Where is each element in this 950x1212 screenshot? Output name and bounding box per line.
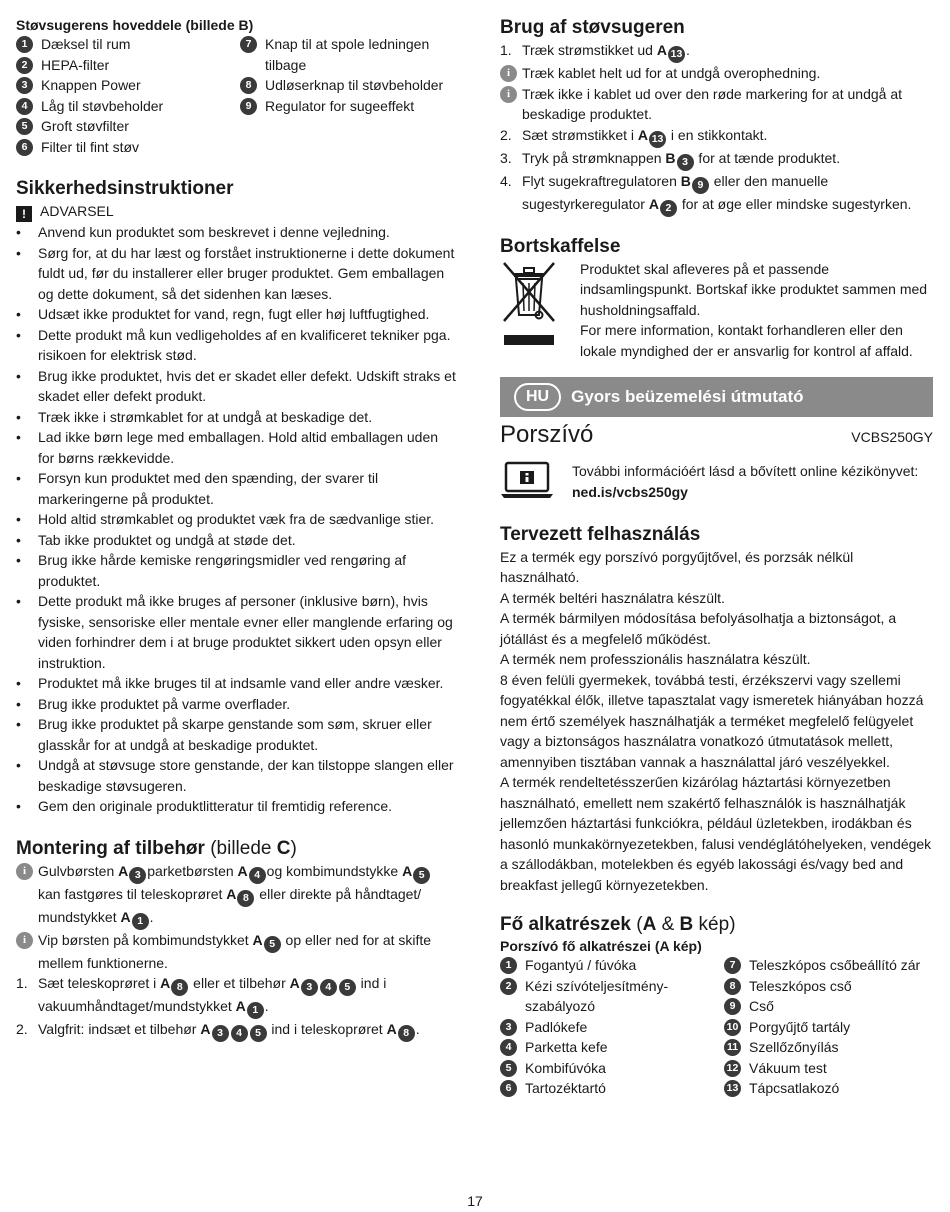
disposal-block [500, 259, 933, 362]
list-item: • Brug ikke produktet på skarpe genstande som søm, skruer eller glasskår for at undgå at beskadige produktet. [16, 716, 432, 753]
list-item: • Forsyn kun produktet med den spænding, der svarer til markeringerne på produktet. [16, 470, 379, 507]
list-item: 6 Filter til fint støv [16, 137, 240, 158]
intended-title: Tervezett felhasználás [500, 523, 701, 545]
list-item: 7 Teleszkópos csőbeállító zár [724, 955, 933, 976]
list-item: 7 Knap til at spole ledningen tilbage [240, 34, 456, 75]
left-column [16, 16, 456, 1042]
warning-label: ! ADVARSEL [16, 201, 456, 222]
assembly-info-1: i Gulvbørsten A 3 parketbørsten A 4 og kombimundstykke A 5 kan fastgøres til teleskoprøret A 8 eller direkte på håndtaget/ mundstykket A 1 . [16, 861, 456, 930]
band-title: Gyors beüzemelési útmutató [571, 386, 804, 406]
list-item: 1 Dæksel til rum [16, 34, 240, 55]
list-item: 4 Parketta kefe [500, 1037, 724, 1058]
list-item: 9 Cső [724, 996, 933, 1017]
list-item: • Brug ikke hårde kemiske rengøringsmidler ved rengøring af produktet. [16, 552, 407, 589]
list-item: 6 Tartozéktartó [500, 1078, 724, 1099]
list-item: • Dette produkt må kun vedligeholdes af en kvalificeret tekniker pga. risikoen for elektrisk stød. [16, 326, 451, 363]
info-icon: i [500, 65, 517, 82]
list-item: • Udsæt ikke produktet for vand, regn, fugt eller høj luftfugtighed. [16, 306, 430, 322]
list-item: • Produktet må ikke bruges til at indsamle vand eller andre væsker. [16, 675, 444, 691]
hu-parts-subtitle: Porszívó fő alkatrészei (A kép) [500, 938, 702, 954]
list-item: • Lad ikke børn lege med emballagen. Hold altid emballagen uden for børns rækkevidde. [16, 429, 439, 466]
disposal-text-2: For mere information, kontakt forhandleren eller den lokale myndighed der er ansvarlig for kontrol af affald. [580, 322, 913, 359]
page-number: 17 [467, 1193, 483, 1209]
parts-b-list [16, 34, 456, 157]
disposal-text: Produktet skal afleveres på et passende indsamlingspunkt. Bortskaf ikke produktet sammen med husholdningsaffald. [580, 260, 928, 318]
list-item: 2 Kézi szívóteljesítmény-szabályozó [500, 976, 724, 1017]
list-item: 5 Kombifúvóka [500, 1058, 724, 1079]
info-icon: i [500, 86, 517, 103]
usage-step-4: 4. Flyt sugekraftregulatoren B 9 eller den manuelle sugestyrkeregulator A 2 for at øge eller mindske sugestyrken. [500, 171, 933, 217]
intended-text: Ez a termék egy porszívó porgyűjtővel, és porzsák nélkül használható. A termék beltéri használatra készült. A termék bármilyen módosítása befolyásolhatja a biztonságot, a jótállást és a megfelelő működést. A termék nem professzionális használatra készült. 8 éven felüli gyermekek, továbbá testi, érzékszervi vagy szellemi fogyatékkal élők, illetve tapasztalat vagy ismeretek hiányában hozzá nem értő személyek használhatják a terméket megfelelő felügyelet vagy a biztonságos használatra vonatkozó útmutatások mellett, amennyiben tisztában vannak a használattal járó veszélyekkel. A termék rendeltetésszerűen kizárólag háztartási környezetben használható, emellett nem szakértő felhasználók is használhatják jellemzően háztartási funkciókra, például üzletekben, irodákban és hasonló munkakörnyezetekben, falusi vendéglátóhelyeken, vendégek a szállodákban, motelekben és egyéb lakossági és/vagy bed and breakfast jellegű környezetekben. [500, 548, 932, 893]
list-item: • Tab ikke produktet og undgå at støde det. [16, 531, 296, 548]
hu-parts-list [500, 955, 933, 1099]
list-item: 10 Porgyűjtő tartály [724, 1017, 933, 1038]
list-item: • Sørg for, at du har læst og forstået instruktionerne i dette dokument fuldt ud, før du installerer eller bruger produktet. Gem emballagen og dette dokument, så det sidenhen kan læses. [16, 244, 455, 302]
weee-bin-icon [500, 259, 580, 362]
list-item: 8 Udløserknap til støvbeholder [240, 75, 456, 96]
list-item: • Brug ikke produktet, hvis det er skadet eller defekt. Udskift straks et skadet eller defekt produkt. [16, 367, 456, 404]
list-item: 8 Teleszkópos cső [724, 976, 933, 997]
list-item: 3 Padlókefe [500, 1017, 724, 1038]
list-item: • Brug ikke produktet på varme overflader. [16, 695, 291, 712]
usage-title: Brug af støvsugeren [500, 17, 685, 38]
list-item: • Anvend kun produktet som beskrevet i denne vejledning. [16, 224, 390, 240]
list-item: 11 Szellőzőnyílás [724, 1037, 933, 1058]
usage-info-1: i Træk kablet helt ud for at undgå overophedning. [500, 63, 933, 84]
laptop-info-icon [500, 461, 572, 505]
info-icon: i [16, 863, 33, 880]
safety-list [16, 222, 456, 817]
manual-link[interactable]: ned.is/vcbs250gy [572, 483, 688, 500]
disposal-title: Bortskaffelse [500, 235, 621, 257]
list-item: 5 Groft støvfilter [16, 116, 240, 137]
parts-b-title: Støvsugerens hoveddele (billede B) [16, 17, 254, 33]
product-title: Porszívó [500, 421, 594, 448]
list-item: 3 Knappen Power [16, 75, 240, 96]
list-item: 12 Vákuum test [724, 1058, 933, 1079]
list-item: • Træk ikke i strømkablet for at undgå at beskadige det. [16, 408, 373, 425]
model-number: VCBS250GY [851, 429, 933, 445]
assembly-step-2: 2. Valgfrit: indsæt et tilbehør A 3 4 5 ind i teleskoprøret A 8 . [16, 1019, 456, 1042]
language-band [500, 377, 933, 417]
list-item: 4 Låg til støvbeholder [16, 96, 240, 117]
list-item: 1 Fogantyú / fúvóka [500, 955, 724, 976]
assembly-title: Montering af tilbehør (billede C) [16, 837, 297, 859]
list-item: 2 HEPA-filter [16, 55, 240, 76]
language-badge: HU [514, 383, 561, 411]
right-column [500, 16, 933, 1099]
info-icon: i [16, 932, 33, 949]
warning-icon: ! [16, 206, 32, 222]
list-item: • Dette produkt må ikke bruges af personer (inklusive børn), hvis fysiske, sensoriske eller mentale evner eller manglende erfaring og viden forhindrer dem i at bruge produktet sikkert uden opsyn eller instruktion. [16, 593, 453, 671]
assembly-info-2: i Vip børsten på kombimundstykket A 5 op eller ned for at skifte mellem funktionerne. [16, 930, 456, 974]
usage-step-1: 1. Træk strømstikket ud A 13 . [500, 40, 933, 63]
list-item: 13 Tápcsatlakozó [724, 1078, 933, 1099]
usage-step-3: 3. Tryk på strømknappen B 3 for at tænde produktet. [500, 148, 933, 171]
list-item: 9 Regulator for sugeeffekt [240, 96, 456, 117]
usage-info-2: i Træk ikke i kablet ud over den røde markering for at undgå at beskadige produktet. [500, 84, 933, 125]
list-item: • Gem den originale produktlitteratur til fremtidig reference. [16, 798, 393, 814]
online-manual-info: További információért lásd a bővített online kézikönyvet: ned.is/vcbs250gy [500, 461, 933, 505]
assembly-step-1: 1. Sæt teleskoprøret i A 8 eller et tilbehør A 3 4 5 ind i vakuumhåndtaget/mundstykket A 1 . [16, 973, 456, 1019]
list-item: • Undgå at støvsuge store genstande, der kan tilstoppe slangen eller beskadige støvsugeren. [16, 757, 454, 794]
hu-parts-title: Fő alkatrészek (A & B kép) [500, 914, 736, 935]
safety-title: Sikkerhedsinstruktioner [16, 178, 234, 199]
usage-step-2: 2. Sæt strømstikket i A 13 i en stikkontakt. [500, 125, 933, 148]
list-item: • Hold altid strømkablet og produktet væk fra de sædvanlige stier. [16, 511, 435, 527]
